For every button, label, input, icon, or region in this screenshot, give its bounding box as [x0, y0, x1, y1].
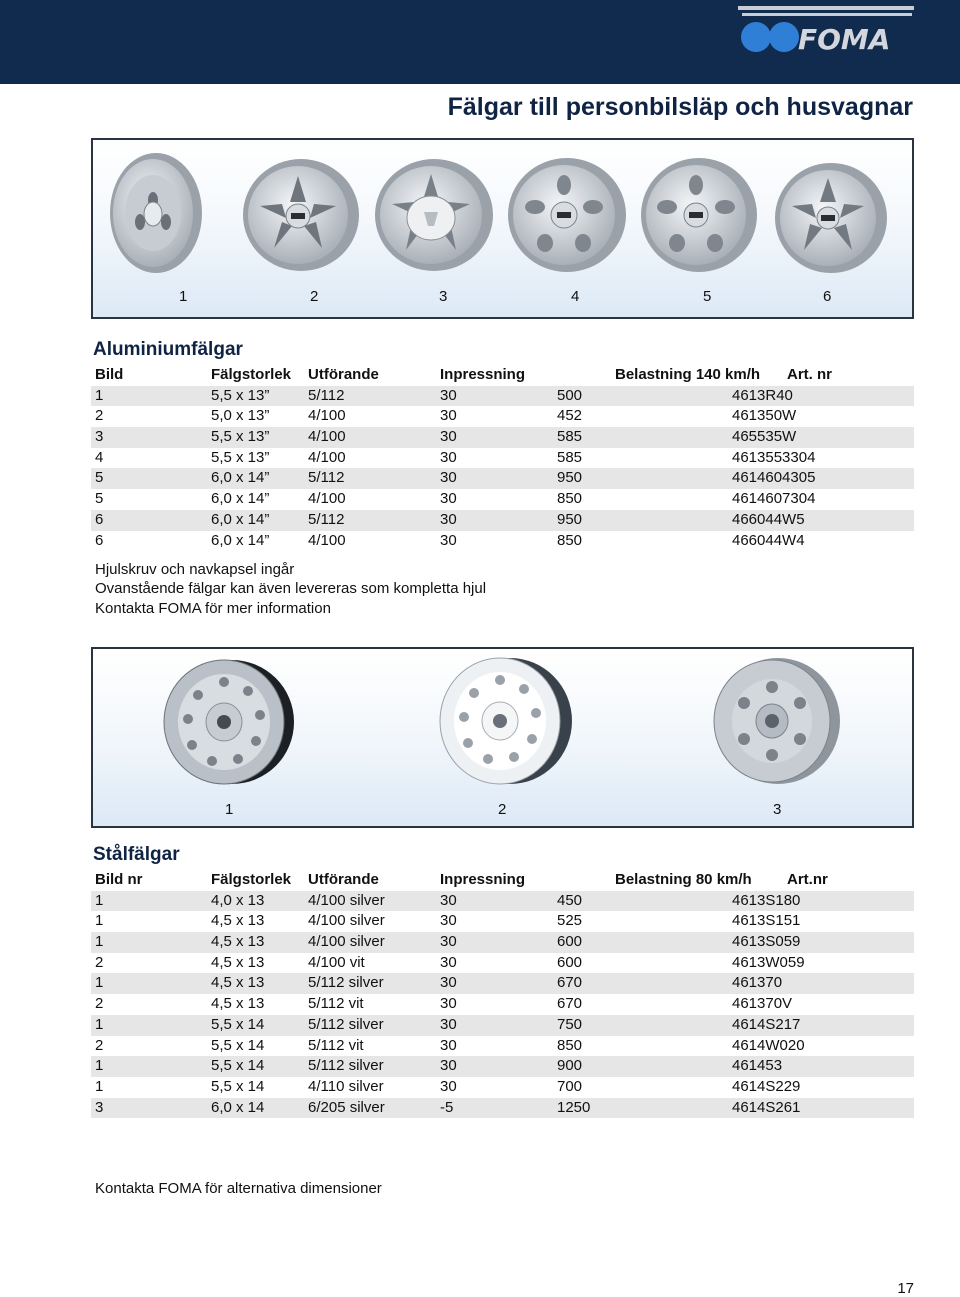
alu-cell-artnr: 466044W5	[732, 510, 805, 528]
steel-cell-artnr: 4613S151	[732, 912, 801, 930]
alu-cell-load: 850	[557, 531, 583, 549]
table-row	[91, 1077, 914, 1098]
steel-cell-bild: 1	[95, 891, 104, 909]
alu-cell-bild: 2	[95, 407, 104, 425]
table-row	[91, 891, 914, 912]
alu-cell-size: 6,0 x 14”	[211, 510, 270, 528]
alu-cell-size: 6,0 x 14”	[211, 490, 270, 508]
steel-cell-load: 600	[557, 953, 583, 971]
alu-cell-load: 452	[557, 407, 583, 425]
table-row	[91, 911, 914, 932]
steel-cell-design: 4/110 silver	[308, 1077, 384, 1095]
steel-cell-load: 900	[557, 1057, 583, 1075]
steel-wheel-label-1: 1	[225, 801, 234, 818]
steel-cell-size: 4,5 x 13	[211, 953, 265, 971]
alu-table	[91, 365, 914, 551]
steel-cell-design: 5/112 silver	[308, 1057, 384, 1075]
alu-cell-load: 950	[557, 469, 583, 487]
alu-note-3: Kontakta FOMA för mer information	[95, 600, 331, 617]
alu-cell-size: 5,5 x 13”	[211, 448, 270, 466]
table-row	[91, 953, 914, 974]
table-row	[91, 1056, 914, 1077]
table-row	[91, 386, 914, 407]
alu-wheel-label-2: 2	[310, 288, 319, 305]
table-row	[91, 448, 914, 469]
steel-cell-bild: 2	[95, 1036, 104, 1054]
steel-header-load: Belastning 80 km/h	[615, 871, 752, 888]
steel-cell-load: 600	[557, 933, 583, 951]
alu-cell-offset: 30	[440, 469, 457, 487]
steel-cell-load: 1250	[557, 1098, 591, 1116]
steel-cell-design: 5/112 silver	[308, 974, 384, 992]
alu-wheel-image-6	[772, 160, 890, 276]
alu-cell-artnr: 465535W	[732, 428, 797, 446]
table-row	[91, 994, 914, 1015]
alu-cell-artnr: 466044W4	[732, 531, 805, 549]
alu-cell-design: 4/100	[308, 407, 346, 425]
alu-cell-bild: 5	[95, 469, 104, 487]
alu-cell-load: 585	[557, 448, 583, 466]
alu-table-header	[91, 365, 914, 386]
steel-cell-size: 4,5 x 13	[211, 974, 265, 992]
steel-cell-artnr: 4614S217	[732, 1015, 801, 1033]
steel-cell-size: 5,5 x 14	[211, 1057, 265, 1075]
steel-cell-load: 750	[557, 1015, 583, 1033]
steel-header-design: Utförande	[308, 871, 379, 888]
steel-header-artnr: Art.nr	[787, 871, 828, 888]
alu-wheel-image-5	[638, 155, 760, 275]
steel-cell-load: 700	[557, 1077, 583, 1095]
alu-cell-bild: 3	[95, 428, 104, 446]
steel-cell-load: 670	[557, 995, 583, 1013]
table-row	[91, 489, 914, 510]
table-row	[91, 510, 914, 531]
page-number: 17	[897, 1280, 914, 1297]
alu-cell-artnr: 4614604305	[732, 469, 816, 487]
steel-table-header	[91, 870, 914, 891]
steel-cell-artnr: 461453	[732, 1057, 783, 1075]
steel-cell-size: 5,5 x 14	[211, 1015, 265, 1033]
steel-cell-offset: 30	[440, 1015, 457, 1033]
alu-cell-bild: 1	[95, 386, 104, 404]
alu-cell-load: 850	[557, 490, 583, 508]
alu-section-title: Aluminiumfälgar	[93, 339, 243, 360]
alu-wheel-image-3	[372, 156, 496, 274]
steel-cell-artnr: 4614S261	[732, 1098, 801, 1116]
steel-cell-artnr: 4614W020	[732, 1036, 805, 1054]
alu-cell-offset: 30	[440, 448, 457, 466]
table-row	[91, 973, 914, 994]
alu-wheel-label-3: 3	[439, 288, 448, 305]
alu-cell-offset: 30	[440, 490, 457, 508]
steel-header-bildnr: Bild nr	[95, 871, 143, 888]
table-row	[91, 531, 914, 552]
steel-cell-design: 4/100 silver	[308, 933, 385, 951]
alu-cell-design: 4/100	[308, 428, 346, 446]
footer-note: Kontakta FOMA för alternativa dimensioner	[95, 1180, 382, 1197]
steel-cell-bild: 1	[95, 912, 104, 930]
alu-wheel-label-1: 1	[179, 288, 188, 305]
page-title: Fälgar till personbilsläp och husvagnar	[447, 93, 913, 121]
alu-header-offset: Inpressning	[440, 366, 526, 383]
steel-header-offset: Inpressning	[440, 871, 526, 888]
alu-cell-bild: 6	[95, 510, 104, 528]
steel-cell-artnr: 4613W059	[732, 953, 805, 971]
steel-cell-size: 6,0 x 14	[211, 1098, 265, 1116]
alu-cell-design: 4/100	[308, 448, 346, 466]
steel-section-title: Stålfälgar	[93, 844, 180, 865]
table-row	[91, 1015, 914, 1036]
steel-cell-size: 4,5 x 13	[211, 995, 265, 1013]
steel-cell-artnr: 4613S180	[732, 891, 801, 909]
steel-cell-offset: 30	[440, 995, 457, 1013]
table-row	[91, 1036, 914, 1057]
steel-cell-offset: 30	[440, 974, 457, 992]
alu-header-load: Belastning 140 km/h	[615, 366, 761, 383]
alu-cell-load: 500	[557, 386, 583, 404]
steel-cell-bild: 2	[95, 995, 104, 1013]
table-row	[91, 468, 914, 489]
steel-cell-size: 5,5 x 14	[211, 1036, 265, 1054]
steel-cell-bild: 2	[95, 953, 104, 971]
table-row	[91, 406, 914, 427]
steel-cell-bild: 3	[95, 1098, 104, 1116]
steel-cell-load: 850	[557, 1036, 583, 1054]
steel-cell-load: 525	[557, 912, 583, 930]
alu-cell-load: 585	[557, 428, 583, 446]
alu-cell-offset: 30	[440, 386, 457, 404]
steel-cell-offset: -5	[440, 1098, 454, 1116]
steel-cell-bild: 1	[95, 974, 104, 992]
steel-wheel-label-3: 3	[773, 801, 782, 818]
alu-cell-load: 950	[557, 510, 583, 528]
steel-cell-artnr: 461370V	[732, 995, 793, 1013]
alu-wheel-image-2	[240, 156, 362, 274]
alu-cell-offset: 30	[440, 510, 457, 528]
alu-cell-size: 5,5 x 13”	[211, 428, 270, 446]
steel-cell-offset: 30	[440, 912, 457, 930]
alu-cell-artnr: 4614607304	[732, 490, 816, 508]
alu-header-bild: Bild	[95, 366, 124, 383]
alu-cell-bild: 6	[95, 531, 104, 549]
alu-cell-design: 5/112	[308, 469, 345, 487]
steel-cell-offset: 30	[440, 1036, 457, 1054]
steel-cell-offset: 30	[440, 933, 457, 951]
steel-cell-size: 4,5 x 13	[211, 933, 265, 951]
steel-cell-design: 6/205 silver	[308, 1098, 385, 1116]
steel-cell-design: 5/112 silver	[308, 1015, 384, 1033]
alu-cell-artnr: 461350W	[732, 407, 797, 425]
steel-cell-artnr: 4614S229	[732, 1077, 801, 1095]
alu-cell-design: 4/100	[308, 531, 346, 549]
alu-cell-size: 5,5 x 13”	[211, 386, 270, 404]
steel-cell-bild: 1	[95, 1015, 104, 1033]
steel-cell-load: 450	[557, 891, 583, 909]
alu-cell-bild: 5	[95, 490, 104, 508]
alu-note-2: Ovanstående fälgar kan även levereras som kompletta hjul	[95, 580, 487, 597]
steel-table	[91, 870, 914, 1118]
steel-cell-offset: 30	[440, 1077, 457, 1095]
steel-wheel-image-3	[708, 655, 844, 787]
alu-header-size: Fälgstorlek	[211, 366, 292, 383]
table-row	[91, 427, 914, 448]
steel-wheel-label-2: 2	[498, 801, 507, 818]
alu-header-design: Utförande	[308, 366, 379, 383]
alu-cell-offset: 30	[440, 407, 457, 425]
alu-wheel-label-4: 4	[571, 288, 580, 305]
steel-cell-artnr: 4613S059	[732, 933, 801, 951]
steel-cell-design: 5/112 vit	[308, 1036, 364, 1054]
table-row	[91, 932, 914, 953]
alu-cell-offset: 30	[440, 428, 457, 446]
steel-cell-design: 4/100 silver	[308, 891, 385, 909]
alu-cell-size: 5,0 x 13”	[211, 407, 270, 425]
alu-header-artnr: Art. nr	[787, 366, 832, 383]
alu-wheel-label-5: 5	[703, 288, 712, 305]
alu-cell-bild: 4	[95, 448, 104, 466]
steel-cell-design: 4/100 vit	[308, 953, 365, 971]
steel-cell-bild: 1	[95, 933, 104, 951]
steel-header-size: Fälgstorlek	[211, 871, 292, 888]
alu-wheel-image-4	[505, 155, 629, 275]
steel-cell-offset: 30	[440, 953, 457, 971]
alu-cell-design: 5/112	[308, 386, 345, 404]
alu-wheel-label-6: 6	[823, 288, 832, 305]
steel-cell-bild: 1	[95, 1077, 104, 1095]
steel-cell-design: 5/112 vit	[308, 995, 364, 1013]
header-bar	[0, 0, 960, 84]
steel-cell-size: 4,5 x 13	[211, 912, 265, 930]
alu-wheel-image-1	[108, 150, 204, 276]
alu-cell-offset: 30	[440, 531, 457, 549]
svg-text:FOMA: FOMA	[798, 23, 891, 56]
steel-cell-bild: 1	[95, 1057, 104, 1075]
foma-logo	[732, 4, 916, 56]
steel-wheel-image-2	[434, 655, 574, 787]
steel-cell-size: 4,0 x 13	[211, 891, 265, 909]
alu-cell-size: 6,0 x 14”	[211, 531, 270, 549]
table-row	[91, 1098, 914, 1119]
alu-cell-design: 5/112	[308, 510, 345, 528]
steel-cell-load: 670	[557, 974, 583, 992]
steel-cell-offset: 30	[440, 1057, 457, 1075]
alu-cell-size: 6,0 x 14”	[211, 469, 270, 487]
steel-cell-design: 4/100 silver	[308, 912, 385, 930]
steel-cell-size: 5,5 x 14	[211, 1077, 265, 1095]
steel-wheel-image-1	[158, 657, 298, 787]
alu-note-1: Hjulskruv och navkapsel ingår	[95, 561, 295, 578]
alu-cell-design: 4/100	[308, 490, 346, 508]
alu-cell-artnr: 4613553304	[732, 448, 816, 466]
steel-cell-artnr: 461370	[732, 974, 783, 992]
steel-cell-offset: 30	[440, 891, 457, 909]
alu-cell-artnr: 4613R40	[732, 386, 793, 404]
